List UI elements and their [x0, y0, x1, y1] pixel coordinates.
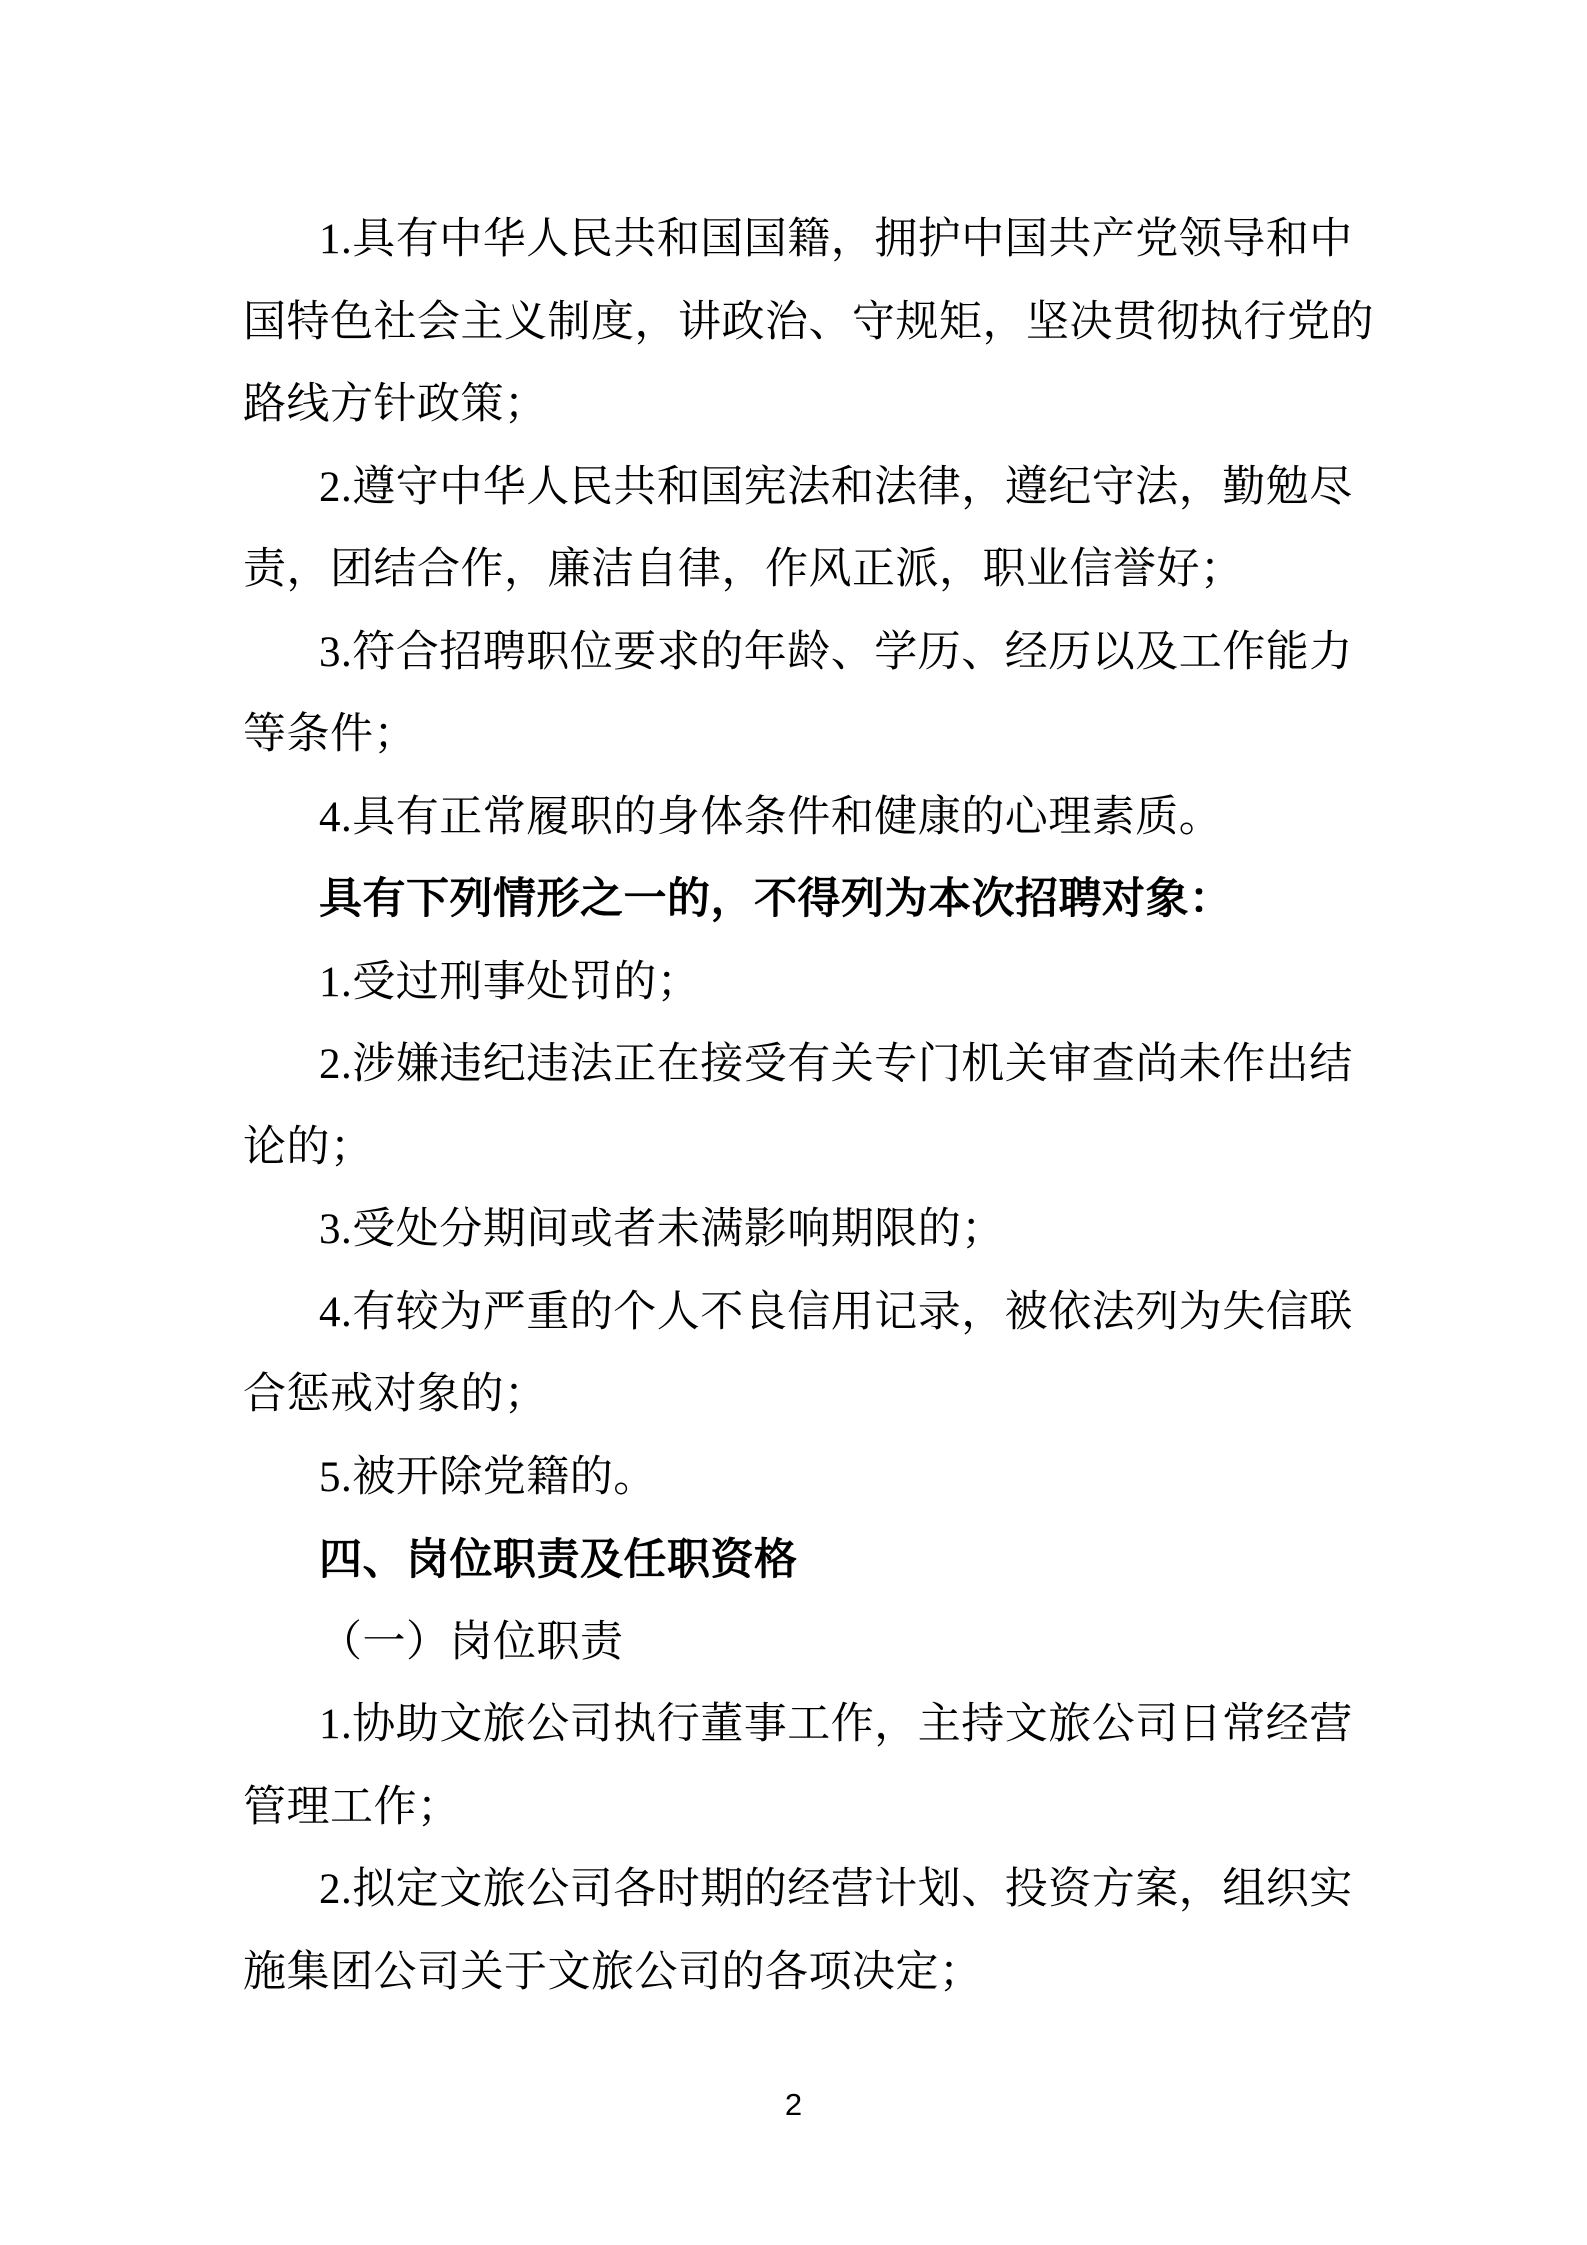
text-line: 合惩戒对象的；	[243, 1371, 548, 1418]
text-line: 4.具有正常履职的身体条件和健康的心理素质。	[319, 793, 1223, 841]
text-line: 5.被开除党籍的。	[319, 1453, 657, 1501]
text-line: 责，团结合作，廉洁自律，作风正派，职业信誉好；	[243, 546, 1244, 593]
page-number: 2	[784, 2087, 803, 2122]
text-line: 4.有较为严重的个人不良信用记录，被依法列为失信联	[319, 1288, 1353, 1336]
text-line: 1.协助文旅公司执行董事工作，主持文旅公司日常经营	[319, 1701, 1353, 1748]
text-line: 2.遵守中华人民共和国宪法和法律，遵纪守法，勤勉尽	[319, 463, 1353, 511]
text-line: 1.受过刑事处罚的；	[319, 958, 701, 1006]
text-line: 施集团公司关于文旅公司的各项决定；	[243, 1948, 983, 1996]
text-line: 3.受处分期间或者未满影响期限的；	[319, 1206, 1005, 1253]
text-line: 等条件；	[243, 711, 417, 758]
text-line: 国特色社会主义制度，讲政治、守规矩，坚决贯彻执行党的	[243, 298, 1374, 346]
text-line: 2.拟定文旅公司各时期的经营计划、投资方案，组织实	[319, 1866, 1353, 1913]
text-line: 具有下列情形之一的，不得列为本次招聘对象：	[319, 876, 1233, 923]
text-line: 路线方针政策；	[243, 381, 548, 428]
text-line: （一）岗位职责	[319, 1618, 624, 1666]
text-line: 四、岗位职责及任职资格	[319, 1536, 798, 1584]
text-line: 3.符合招聘职位要求的年龄、学历、经历以及工作能力	[319, 628, 1353, 676]
text-line: 论的；	[243, 1123, 374, 1171]
text-line: 管理工作；	[243, 1783, 461, 1831]
text-line: 1.具有中华人民共和国国籍，拥护中国共产党领导和中	[319, 216, 1353, 263]
text-line: 2.涉嫌违纪违法正在接受有关专门机关审查尚未作出结	[319, 1041, 1353, 1088]
document-body	[243, 199, 1374, 2014]
